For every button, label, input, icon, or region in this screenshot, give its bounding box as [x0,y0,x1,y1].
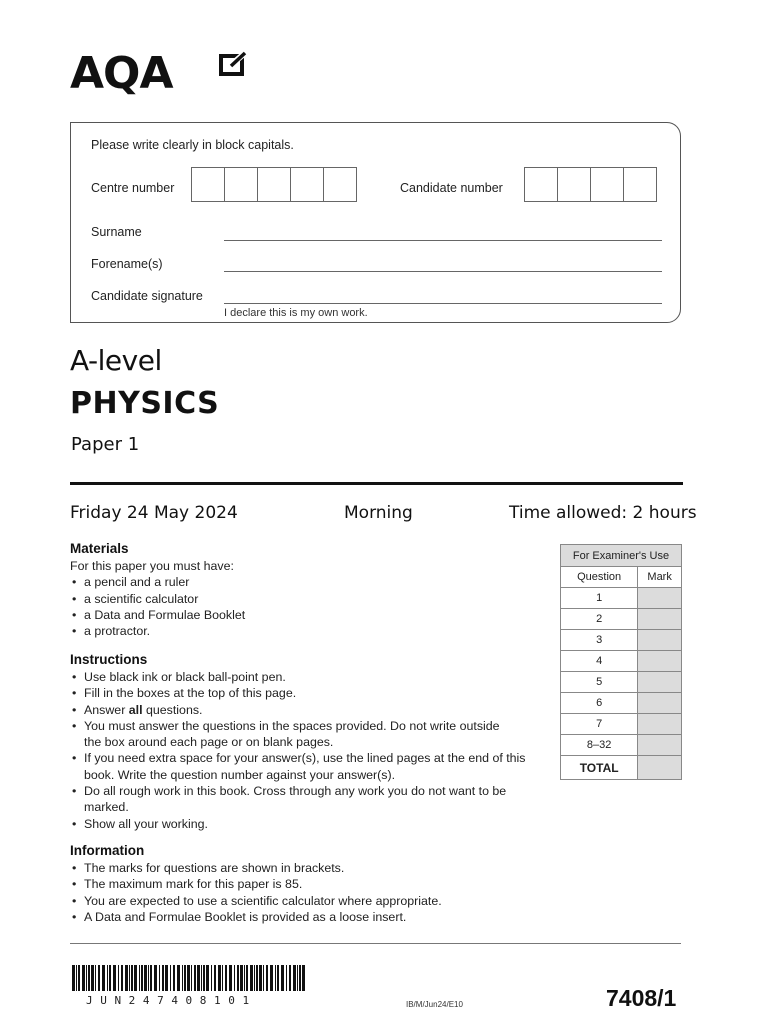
table-row [561,609,682,630]
qualification-level: A-level [70,344,162,377]
footer-divider [70,943,681,944]
candidate-number-label: Candidate number [400,181,503,195]
instructions-section [70,652,540,832]
examiner-table-title: For Examiner's Use [561,545,682,567]
list-item: • Do all rough work in this book. Cross through any work you do not want to be marked. [70,783,524,816]
exam-date: Friday 24 May 2024 [70,503,238,523]
mark-cell [638,651,682,672]
surname-field[interactable] [224,240,662,241]
list-item: • a pencil and a ruler [70,574,540,590]
table-row [561,714,682,735]
mark-cell [638,588,682,609]
question-number: 4 [561,651,638,672]
subject-title: PHYSICS [70,386,220,421]
list-item: • The marks for questions are shown in brackets. [70,860,540,876]
table-row [561,630,682,651]
question-number: 8–32 [561,735,638,756]
mark-cell [638,714,682,735]
list-item: • Answer all questions. [70,702,540,718]
mark-cell [638,735,682,756]
forename-field[interactable] [224,271,662,272]
document-reference: IB/M/Jun24/E10 [406,1000,463,1009]
centre-number-digit[interactable] [191,167,225,202]
centre-number-digit[interactable] [224,167,258,202]
list-item: • The maximum mark for this paper is 85. [70,876,540,892]
list-item: • You are expected to use a scientific calculator where appropriate. [70,893,540,909]
list-item: • You must answer the questions in the spaces provided. Do not write outside the box around each page or on blank pages. [70,718,504,751]
list-item: • Use black ink or black ball-point pen. [70,669,540,685]
signature-label: Candidate signature [91,289,203,303]
centre-number-digit[interactable] [257,167,291,202]
block-capitals-instruction: Please write clearly in block capitals. [91,138,294,152]
exam-session: Morning [344,503,413,523]
paper-code: 7408/1 [606,985,677,1011]
mark-cell [638,693,682,714]
mark-cell [638,609,682,630]
materials-heading: Materials [70,541,129,556]
forename-label: Forename(s) [91,257,163,271]
list-item: • If you need extra space for your answer(s), use the lined pages at the end of this book. Write the question number against your answer(s). [70,750,540,783]
table-row [561,672,682,693]
question-number: 1 [561,588,638,609]
centre-number-digit[interactable] [323,167,357,202]
barcode-icon [72,965,306,993]
instructions-heading: Instructions [70,652,148,667]
list-item: • a Data and Formulae Booklet [70,607,540,623]
table-row [561,588,682,609]
table-row [561,735,682,756]
candidate-details-box [70,122,681,323]
centre-number-boxes[interactable] [191,167,356,202]
materials-intro: For this paper you must have: [70,559,234,573]
table-row [561,693,682,714]
question-number: 3 [561,630,638,651]
list-item: • Fill in the boxes at the top of this page. [70,685,540,701]
materials-section [70,541,540,639]
centre-number-label: Centre number [91,181,175,195]
total-mark-cell [638,756,682,780]
information-section [70,843,540,925]
list-item: • Show all your working. [70,816,540,832]
mark-column-header: Mark [638,567,682,588]
question-number: 2 [561,609,638,630]
paper-title: Paper 1 [71,434,140,455]
candidate-number-digit[interactable] [557,167,591,202]
candidate-number-digit[interactable] [590,167,624,202]
surname-label: Surname [91,225,142,239]
question-number: 7 [561,714,638,735]
barcode-number: JUN247408101 [86,994,257,1007]
aqa-logo [70,48,173,99]
question-number: 5 [561,672,638,693]
list-item: • a protractor. [70,623,540,639]
information-heading: Information [70,843,145,858]
logo-mark-icon [218,50,248,80]
logo-text: AQA [70,48,173,99]
candidate-number-boxes[interactable] [524,167,656,202]
total-label: TOTAL [561,756,638,780]
list-item: • a scientific calculator [70,591,540,607]
mark-cell [638,630,682,651]
total-row [561,756,682,780]
question-column-header: Question [561,567,638,588]
examiner-use-table [560,544,682,780]
candidate-number-digit[interactable] [524,167,558,202]
signature-field[interactable] [224,303,662,304]
declaration-text: I declare this is my own work. [224,307,368,319]
list-item: • A Data and Formulae Booklet is provided as a loose insert. [70,909,540,925]
table-row [561,651,682,672]
time-allowed: Time allowed: 2 hours [509,503,697,523]
question-number: 6 [561,693,638,714]
candidate-number-digit[interactable] [623,167,657,202]
centre-number-digit[interactable] [290,167,324,202]
heading-divider [70,482,683,485]
mark-cell [638,672,682,693]
